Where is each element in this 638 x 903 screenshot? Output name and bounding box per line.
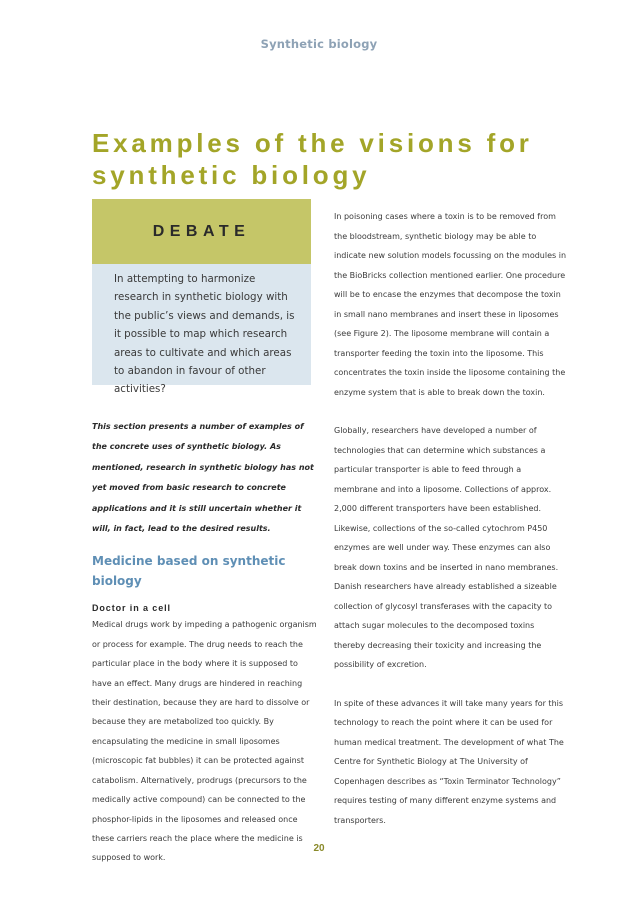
body-paragraph: In spite of these advances it will take many years for this technology to reach the point where it can be used for human medical treatment. The development of what The Centre for Synthetic Biology at The University of Copenhagen describes as “Toxin Terminator Technology” requires testing of many different enzyme systems and transporters. — [334, 698, 564, 825]
body-paragraph: In poisoning cases where a toxin is to be removed from the bloodstream, synthetic biology may be able to indicate new solution models focussing on the modules in the BioBricks collection mentioned earlier. One procedure will be to encase the enzymes that decompose the toxin in small nano membranes and insert these in liposomes (see Figure 2). The liposome membrane will contain a transporter feeding the toxin into the liposome. This concentrates the toxin inside the liposome containing the enzyme system that is able to break down the toxin. — [334, 212, 567, 397]
left-column — [92, 417, 320, 868]
intro-paragraph: This section presents a number of examples of the concrete uses of synthetic biology. As mentioned, research in synthetic biology has not yet moved from basic research to concrete applications and it is still uncertain whether it will, in fact, lead to the desired results. — [92, 422, 314, 534]
debate-label: DEBATE — [152, 222, 251, 240]
page-number: 20 — [313, 843, 325, 854]
subheading: Doctor in a cell — [92, 603, 171, 614]
debate-box — [92, 199, 311, 396]
right-column — [334, 207, 566, 830]
body-paragraph: Medical drugs work by impeding a pathogenic organism or process for example. The drug needs to reach the particular place in the body where it is supposed to have an effect. Many drugs are hindered in reaching their destination, because they are hard to dissolve or because they are metabolized too quickly. By encapsulating the medicine in small liposomes (microscopic fat bubbles) it can be protected against catabolism. Alternatively, prodrugs (precursors to the medically active compound) can be connected to the phosphor-lipids in the liposomes and released once these carriers reach the place where the medicine is supposed to work. — [92, 620, 317, 863]
page-title: Examples of the visions for synthetic biology — [92, 128, 533, 190]
debate-question: In attempting to harmonize research in synthetic biology with the public’s views and demands, is it possible to map which research areas to cultivate and which areas to abandon in favour of other activities? — [114, 273, 295, 396]
section-heading: Medicine based on synthetic biology — [92, 554, 286, 589]
running-header: Synthetic biology — [260, 37, 378, 51]
debate-header — [92, 199, 311, 264]
body-paragraph: Globally, researchers have developed a number of technologies that can determine which substances a particular transporter is able to feed through a membrane and into a liposome. Collections of approx. 2,000 different transporters have been established. Likewise, collections of the so-called cytochrom P450 enzymes are well under way. These enzymes can also break down toxins and be inserted in nano membranes. Danish researchers have already established a sizeable collection of glycosyl transferases with the capacity to attach sugar molecules to the decomposed toxins thereby decreasing their toxicity and increasing the possibility of excretion. — [334, 426, 559, 669]
